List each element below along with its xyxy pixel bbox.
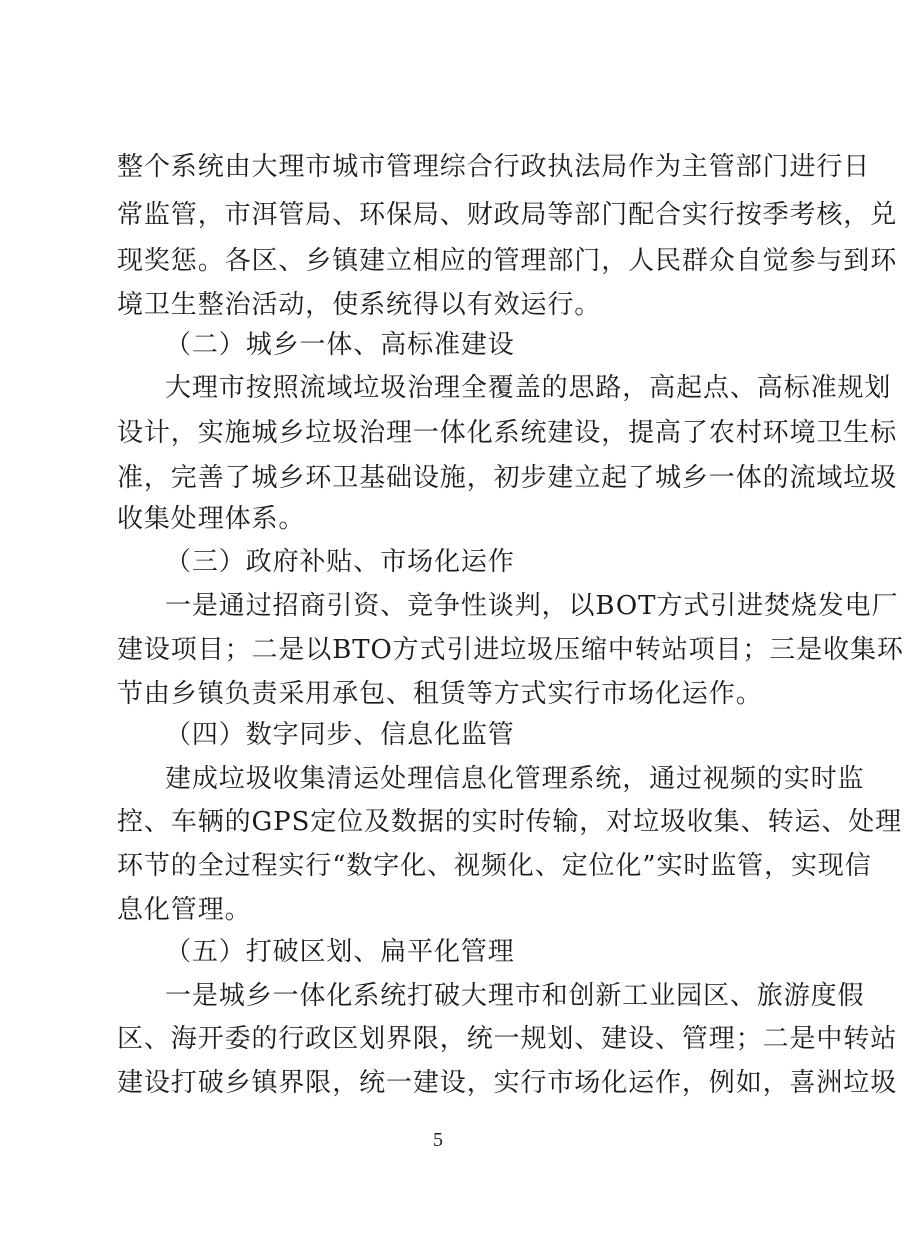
section-heading: （四）数字同步、信息化监管 xyxy=(165,720,515,750)
body-text-line: 境卫生整治活动，使系统得以有效运行。 xyxy=(117,290,602,320)
body-text-line: 准，完善了城乡环卫基础设施，初步建立起了城乡一体的流域垃圾 xyxy=(117,463,898,493)
section-heading: （二）城乡一体、高标准建设 xyxy=(165,330,515,360)
section-heading: （三）政府补贴、市场化运作 xyxy=(165,547,515,577)
body-text-line: 大理市按照流域垃圾治理全覆盖的思路，高起点、高标准规划 xyxy=(165,373,892,403)
body-text-line: 常监管，市洱管局、环保局、财政局等部门配合实行按季考核，兑 xyxy=(117,200,898,230)
body-text-line: 建设项目；二是以BTO方式引进垃圾压缩中转站项目；三是收集环 xyxy=(117,635,904,665)
section-heading: （五）打破区划、扁平化管理 xyxy=(165,937,515,967)
body-text-line: 区、海开委的行政区划界限，统一规划、建设、管理；二是中转站 xyxy=(117,1024,898,1054)
body-text-line: 控、车辆的GPS定位及数据的实时传输，对垃圾收集、转运、处理 xyxy=(117,807,903,837)
body-text-line: 收集处理体系。 xyxy=(117,504,306,534)
body-text-line: 建设打破乡镇界限，统一建设，实行市场化运作，例如，喜洲垃圾 xyxy=(117,1068,898,1098)
body-text-line: 建成垃圾收集清运处理信息化管理系统，通过视频的实时监 xyxy=(165,764,865,794)
body-text-line: 设计，实施城乡垃圾治理一体化系统建设，提高了农村环境卫生标 xyxy=(117,418,898,448)
body-text-line: 一是城乡一体化系统打破大理市和创新工业园区、旅游度假 xyxy=(165,981,865,1011)
body-text-line: 环节的全过程实行“数字化、视频化、定位化”实时监管，实现信 xyxy=(117,851,872,881)
body-text-line: 现奖惩。各区、乡镇建立相应的管理部门，人民群众自觉参与到环 xyxy=(117,246,898,276)
page-number: 5 xyxy=(433,1129,443,1151)
body-text-line: 节由乡镇负责采用承包、租赁等方式实行市场化运作。 xyxy=(117,679,763,709)
body-text-line: 整个系统由大理市城市管理综合行政执法局作为主管部门进行日 xyxy=(117,152,871,182)
body-text-line: 一是通过招商引资、竞争性谈判，以BOT方式引进焚烧发电厂 xyxy=(165,591,899,621)
body-text-line: 息化管理。 xyxy=(117,895,252,925)
